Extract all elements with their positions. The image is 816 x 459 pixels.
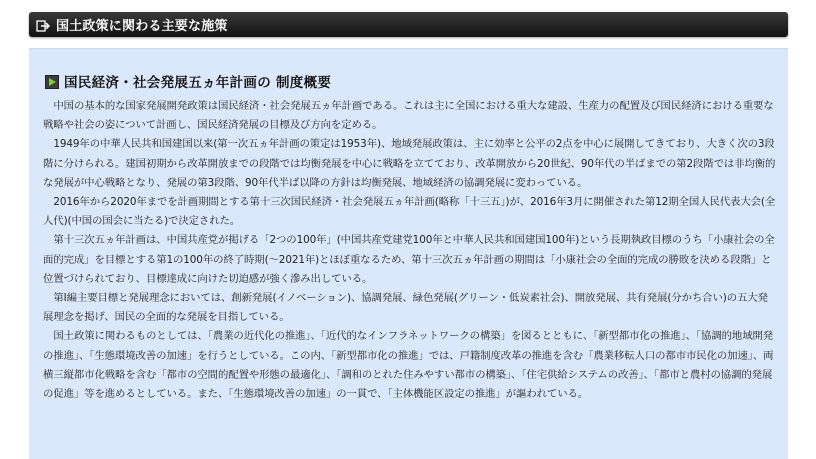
paragraph: 1949年の中華人民共和国建国以来(第一次五ヵ年計画の策定は1953年)、地域発展政策は、主に効率と公平の2点を中心に展開してきており、大きく次の3段階に分けられる。建国初期から改革開放までの段階では均衡発展を中心に戦略を立てており、改革開放から20世紀、90年代の半ばまでの第2段階では非均衡的な発展が中心戦略となり、発展の第3段階、90年代半ば以降の方針は均衡発展、地域経済の協調発展に変わっている。 [43, 138, 776, 189]
page-title: 国土政策に関わる主要な施策 [56, 19, 228, 34]
page-header-bar [29, 12, 788, 37]
paragraph: 中国の基本的な国家発展開発政策は国民経済・社会発展五ヵ年計画である。これは主に全国における重大な建設、生産力の配置及び国民経済における重要な戦略や社会の姿について計画し、国民経済発展の目標及び方向を定める。 [43, 100, 774, 132]
section-heading [45, 71, 331, 91]
arrow-box-icon [36, 18, 50, 32]
paragraph: 2016年から2020年までを計画期間とする第十三次国民経済・社会発展五ヵ年計画(略称「十三五」)が、2016年3月に開催された第12期全国人民代表大会(全人代)(中国の国会に当たる)で決定された。 [43, 196, 776, 228]
article-body [43, 97, 776, 404]
play-square-icon [45, 74, 59, 88]
section-title: 国民経済・社会発展五ヵ年計画の 制度概要 [64, 75, 332, 91]
paragraph: 第Ⅰ編主要目標と発展理念においては、創新発展(イノベーション)、協調発展、緑色発展(グリーン・低炭素社会)、開放発展、共有発展(分かち合い)の五大発展理念を掲げ、国民の全面的な発展を目指している。 [43, 292, 768, 324]
paragraph: 国土政策に関わるものとしては、「農業の近代化の推進」、「近代的なインフラネットワークの構築」を図るとともに、「新型都市化の推進」、「協調的地域開発の推進」、「生態環境改善の加速」を行うとしている。この内、「新型都市化の推進」では、戸籍制度改革の推進を含む「農業移転人口の都市市民化の加速」、両横三縦都市化戦略を含む「都市の空間的配置や形態の最適化」、「調和のとれた住みやすい都市の構築」、「住宅供給システムの改善」、「都市と農村の協調的発展の促進」等を進めるとしている。また、「生態環境改善の加速」の一貫で、「主体機能区設定の推進」が謳われている。 [43, 330, 774, 401]
content-panel [29, 48, 788, 459]
paragraph: 第十三次五ヵ年計画は、中国共産党が掲げる「2つの100年」(中国共産党建党100年と中華人民共和国建国100年)という長期執政目標のうち「小康社会の全面的完成」を目標とする第1の100年の終了時期(～2021年)とほぼ重なるため、第十三次五ヵ年計画の期間は「小康社会の全面的完成の勝敗を決める段階」と位置づけられており、目標達成に向けた切迫感が強く滲み出している。 [43, 234, 775, 285]
